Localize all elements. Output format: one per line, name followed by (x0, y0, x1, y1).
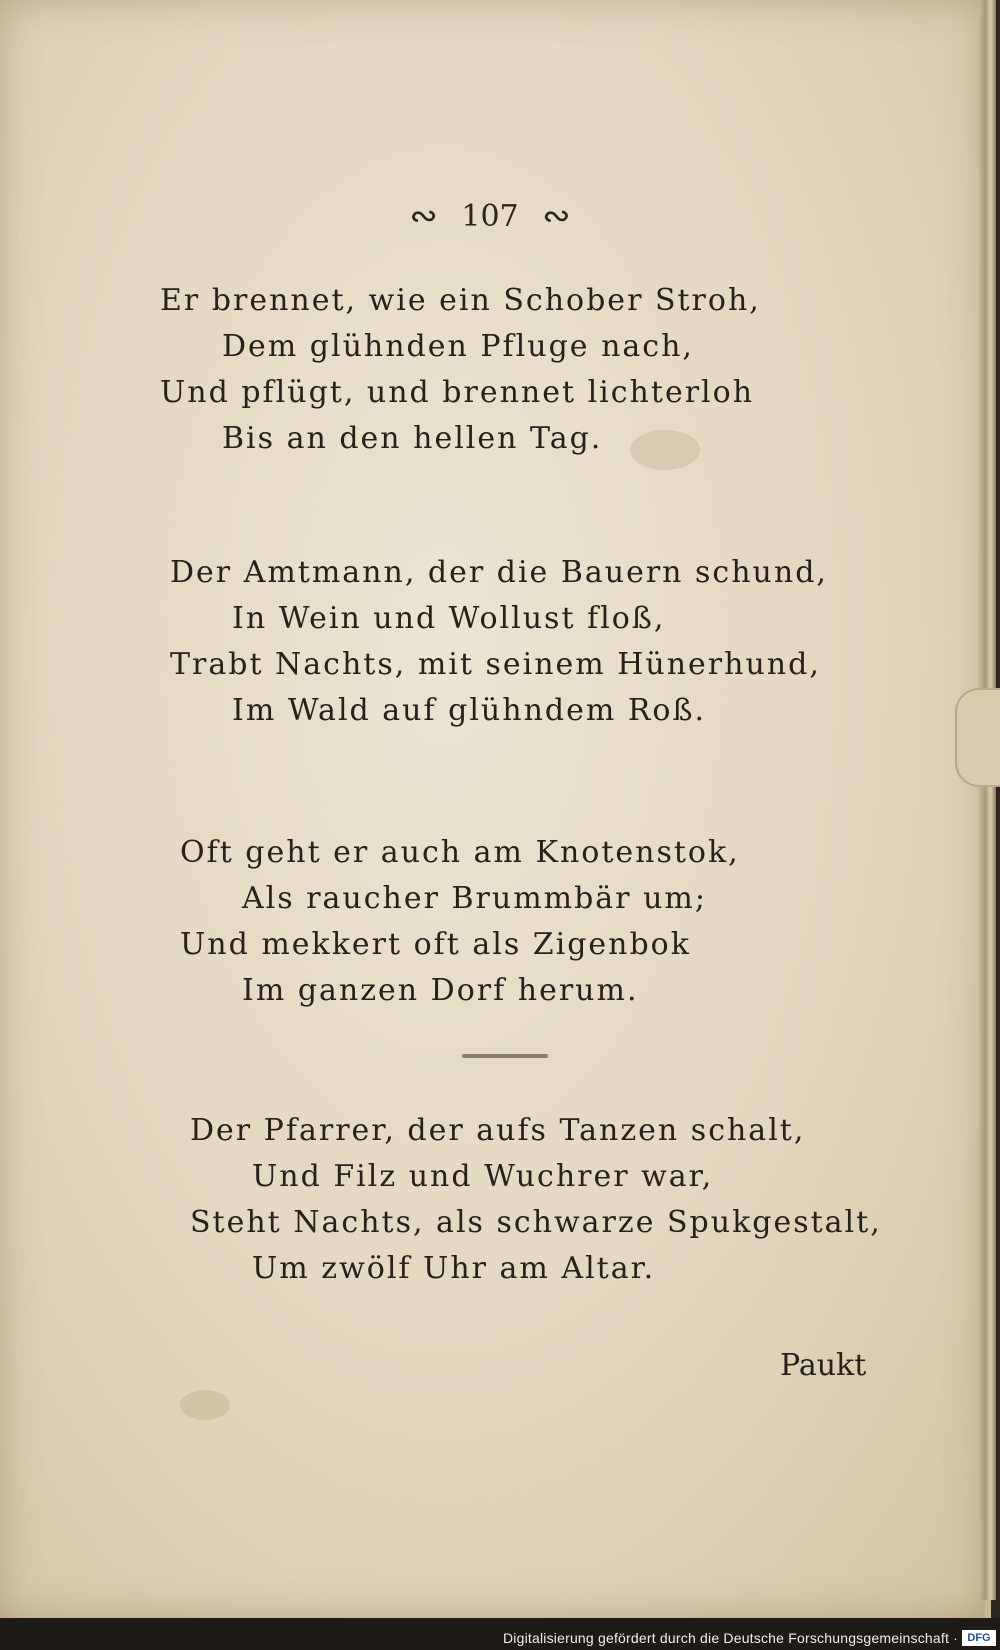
stanza-3 (180, 830, 740, 1014)
ornament-right-icon: ∾ (542, 196, 571, 236)
page-tab-marker (955, 688, 1000, 787)
verse-line: Als raucher Brummbär um; (242, 881, 707, 916)
verse-line: Und pflügt, und brennet lichterloh (160, 375, 755, 410)
paper-stain (180, 1390, 230, 1420)
verse-line: Dem glühnden Pfluge nach, (222, 329, 694, 364)
verse-line: Der Pfarrer, der aufs Tanzen schalt, (190, 1113, 806, 1148)
verse-line: Um zwölf Uhr am Altar. (252, 1251, 656, 1286)
verse-line: Und mekkert oft als Zigenbok (180, 927, 691, 962)
page-edge (978, 0, 996, 1600)
digitization-credit: Digitalisierung gefördert durch die Deutsche Forschungsgemeinschaft · (502, 1630, 958, 1646)
verse-line: Im Wald auf glühndem Roß. (232, 693, 707, 728)
verse-line: In Wein und Wollust floß, (232, 601, 666, 636)
page-header (380, 196, 600, 246)
stanza-2 (170, 550, 828, 734)
page-number: 107 (461, 198, 519, 234)
catchword: Paukt (780, 1348, 867, 1383)
stanza-4 (190, 1108, 882, 1292)
verse-line: Und Filz und Wuchrer war, (252, 1159, 714, 1194)
ornament-left-icon: ∾ (409, 196, 438, 236)
verse-line: Trabt Nachts, mit seinem Hünerhund, (170, 647, 821, 682)
stanza-1 (160, 278, 761, 462)
verse-line: Bis an den hellen Tag. (222, 421, 603, 456)
verse-line: Oft geht er auch am Knotenstok, (180, 835, 740, 870)
verse-line: Steht Nachts, als schwarze Spukgestalt, (190, 1205, 882, 1240)
verse-line: Der Amtmann, der die Bauern schund, (170, 555, 828, 590)
dfg-logo: DFG (962, 1630, 996, 1646)
verse-line: Er brennet, wie ein Schober Stroh, (160, 283, 761, 318)
verse-line: Im ganzen Dorf herum. (242, 973, 639, 1008)
section-divider (462, 1054, 548, 1058)
